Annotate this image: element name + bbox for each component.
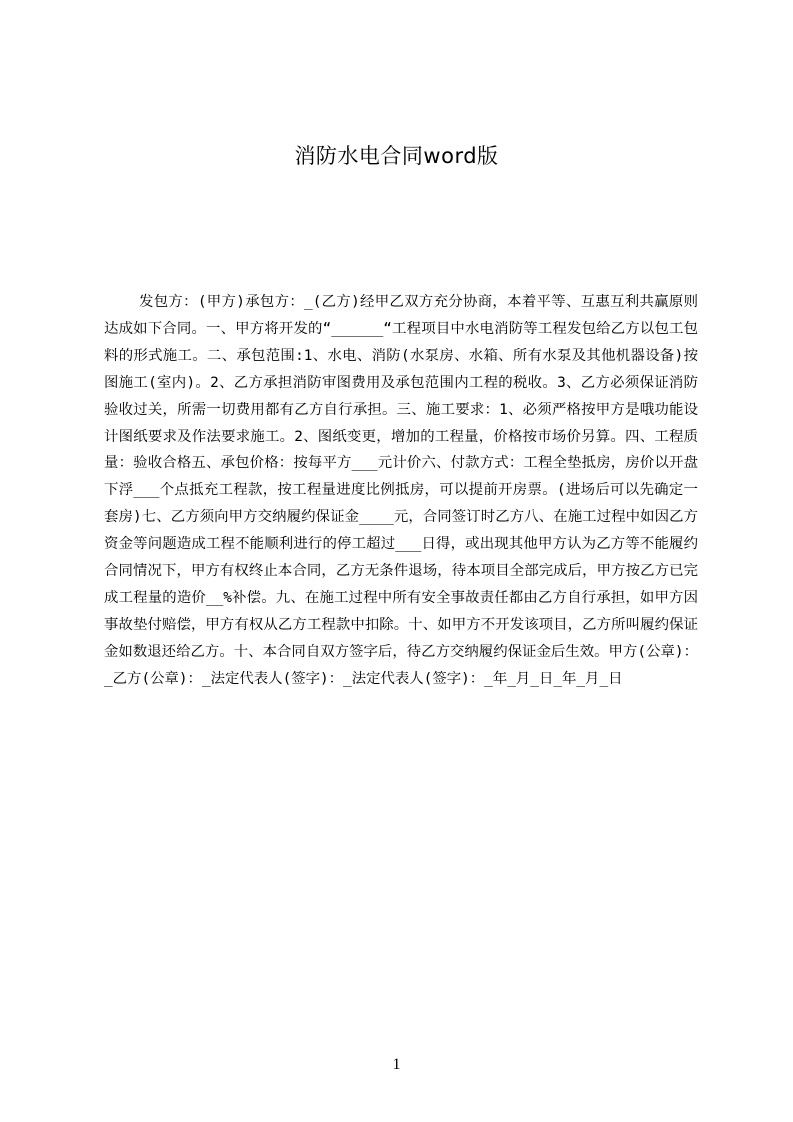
page-number: 1 [392, 1056, 401, 1073]
document-title: 消防水电合同word版 [294, 144, 499, 168]
document-body: 发包方：(甲方)承包方：_(乙方)经甲乙双方充分协商，本着平等、互惠互利共赢原则达成如下合同。一、甲方将开发的“______“工程项目中水电消防等工程发包给乙方以包工包料的形式施工。二、承包范围:1、水电、消防(水泵房、水箱、所有水泵及其他机器设备)按图施工(室内)。2、乙方承担消防审图费用及承包范围内工程的税收。3、乙方必须保证消防验收过关，所需一切费用都有乙方自行承担。三、施工要求：1、必须严格按甲方是哦功能设计图纸要求及作法要求施工。2、图纸变更，增加的工程量，价格按市场价另算。四、工程质量：验收合格五、承包价格：按每平方___元计价六、付款方式：工程全垫抵房，房价以开盘下浮___个点抵充工程款，按工程量进度比例抵房，可以提前开房票。(进场后可以先确定一套房)七、乙方须向甲方交纳履约保证金____元，合同签订时乙方八、在施工过程中如因乙方资金等问题造成工程不能顺利进行的停工超过___日得，或出现其他甲方认为乙方等不能履约合同情况下，甲方有权终止本合同，乙方无条件退场，待本项目全部完成后，甲方按乙方已完成工程量的造价__%补偿。九、在施工过程中所有安全事故责任都由乙方自行承担，如甲方因事故垫付赔偿，甲方有权从乙方工程款中扣除。十、如甲方不开发该项目，乙方所叫履约保证金如数退还给乙方。十、本合同自双方签字后，待乙方交纳履约保证金后生效。甲方(公章)：_乙方(公章)：_法定代表人(签字)：_法定代表人(签字)：_年_月_日_年_月_日 [104, 294, 698, 687]
